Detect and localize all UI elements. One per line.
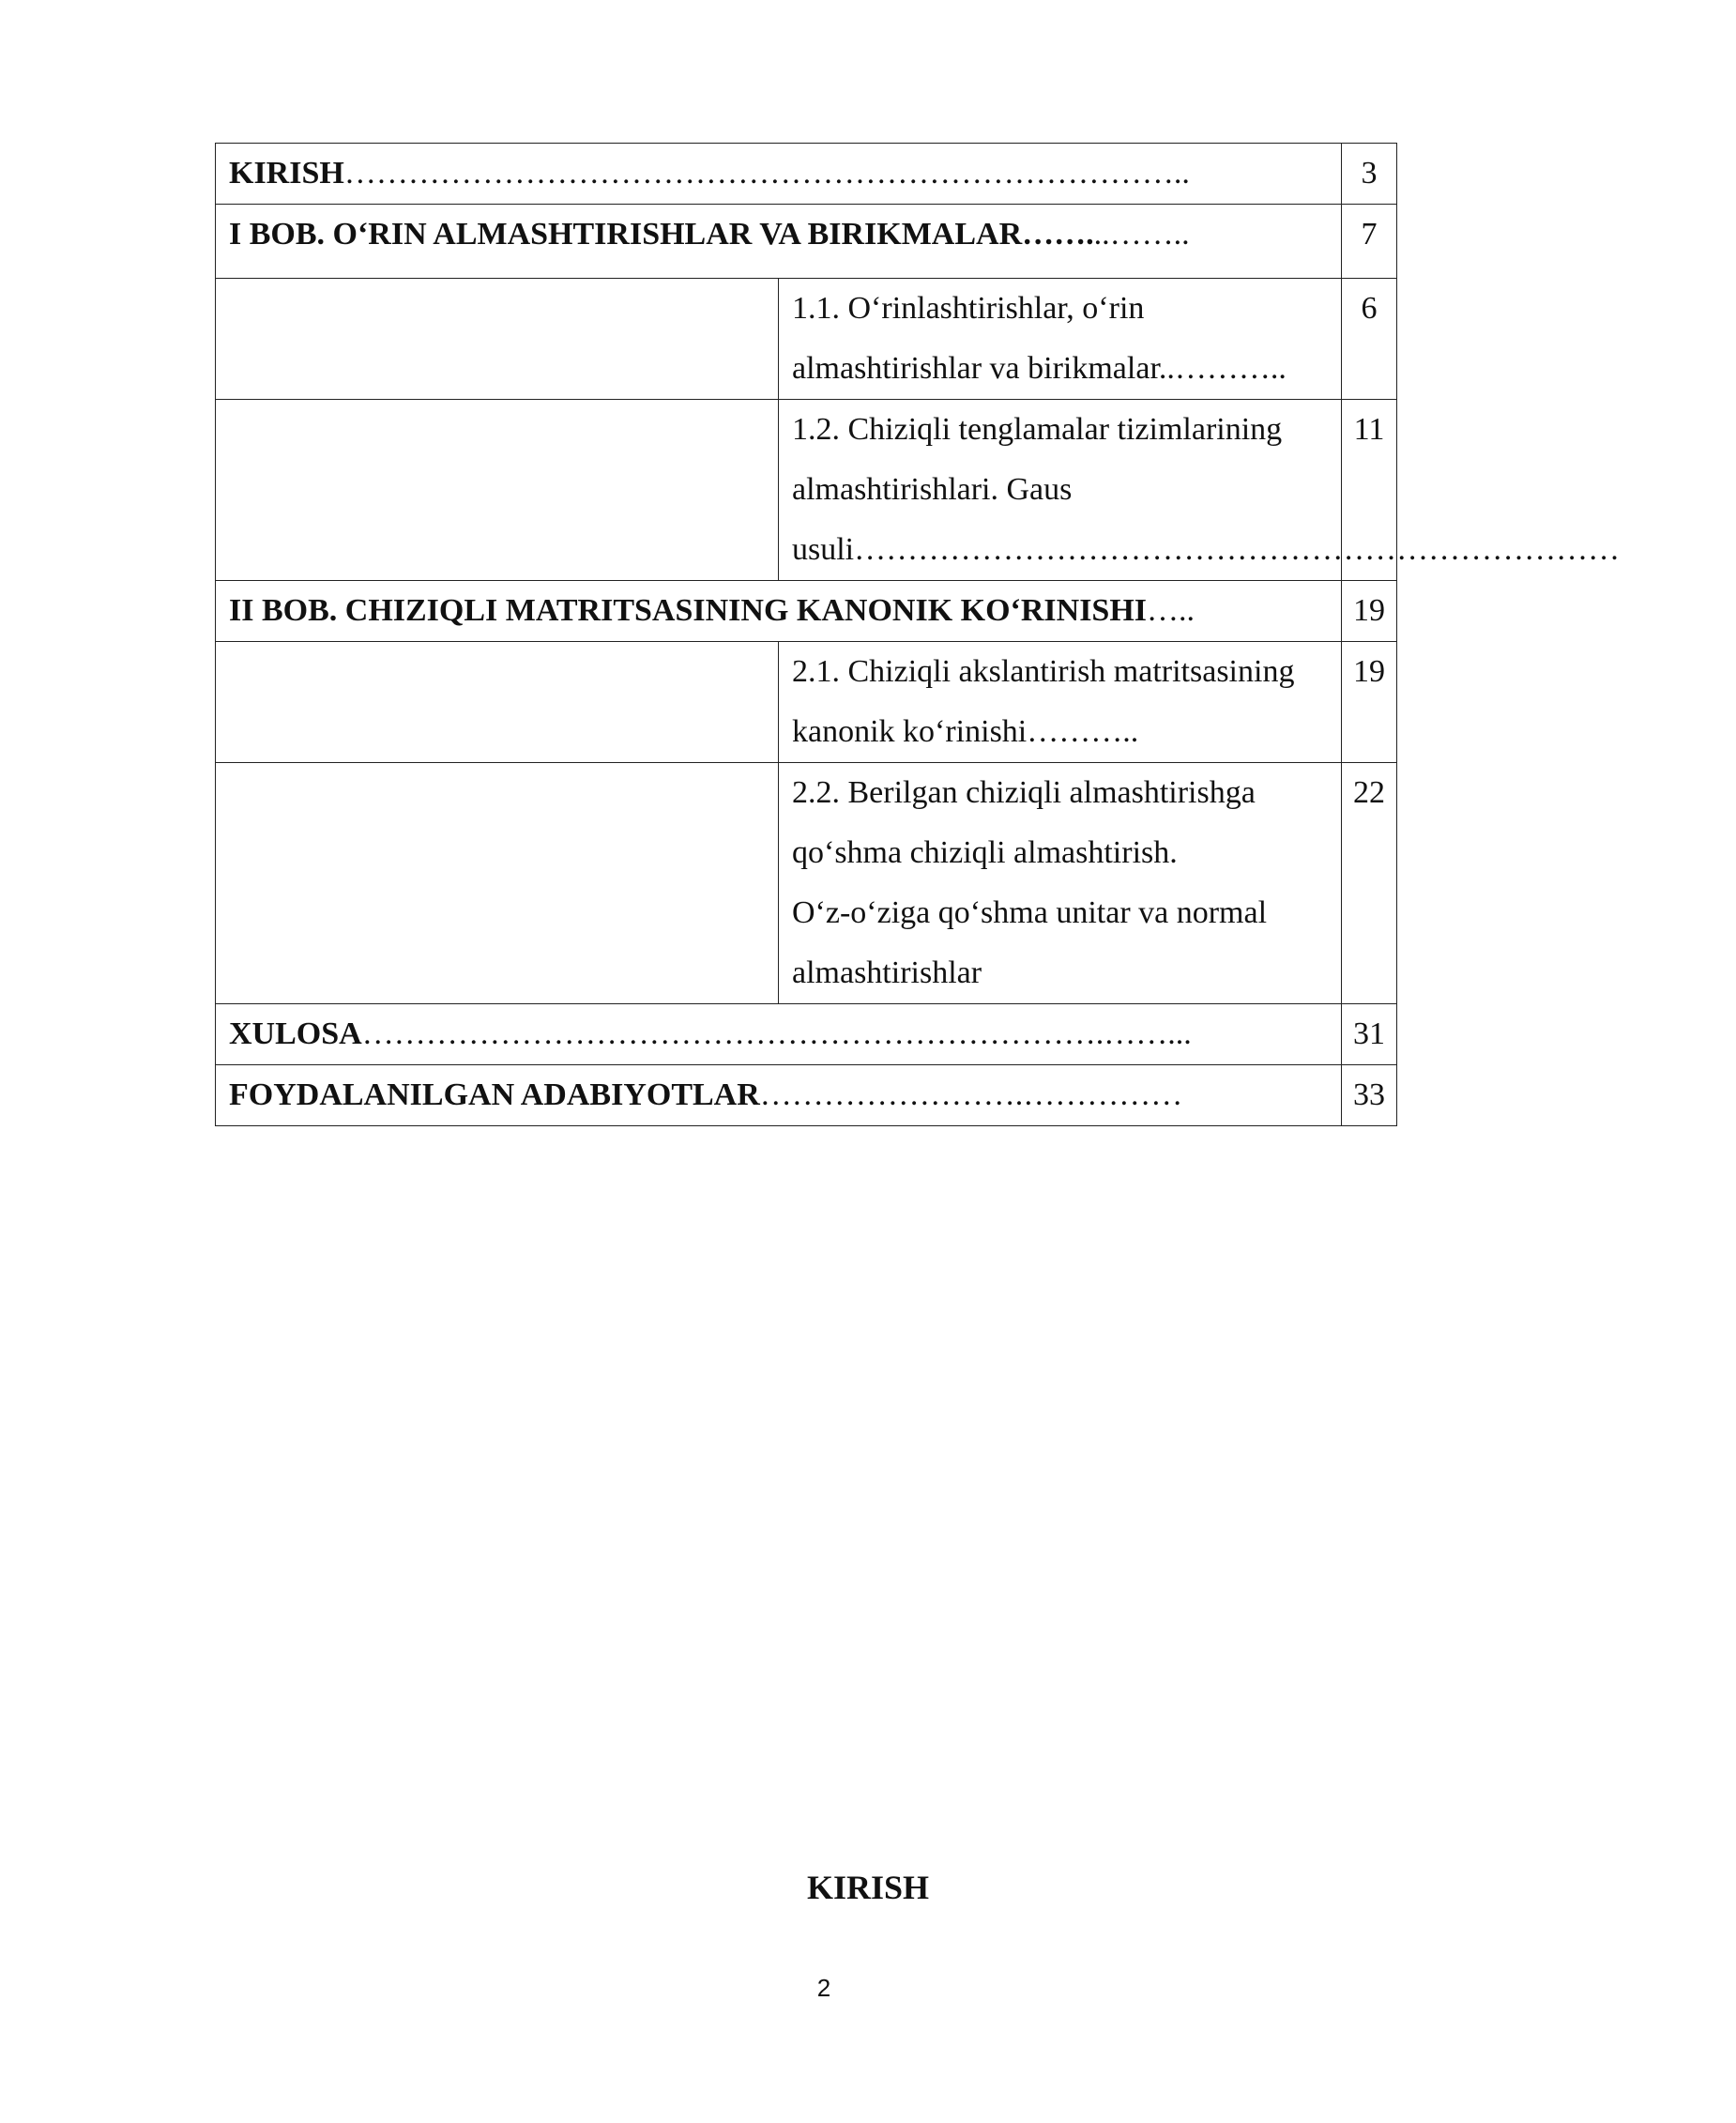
toc-row-section-2-1 bbox=[216, 642, 1397, 763]
toc-indent-cell bbox=[216, 279, 779, 400]
toc-chapter-title: II BOB. CHIZIQLI MATRITSASINING KANONIK KO‘RINISHI bbox=[229, 593, 1148, 628]
toc-section-title: 1.1. O‘rinlashtirishlar, o‘rin almashtirishlar va birikmalar..……….. bbox=[779, 279, 1342, 400]
toc-row-section-1-2 bbox=[216, 400, 1397, 581]
toc-section-title bbox=[779, 763, 1342, 1004]
toc-leader-dots: …………………………………………………………….……... bbox=[361, 1016, 1192, 1051]
toc-section-line: 1.2. Chiziqli tenglamalar tizimlarining almashtirishlari. Gaus bbox=[792, 412, 1283, 507]
toc-row-chapter-2 bbox=[216, 581, 1397, 642]
section-heading: KIRISH bbox=[806, 1869, 930, 1906]
toc-page-number: 31 bbox=[1342, 1004, 1397, 1065]
toc-leader-dots: …………………………………………………………………….. bbox=[343, 156, 1190, 191]
toc-row-section-1-1 bbox=[216, 279, 1397, 400]
toc-entry-title bbox=[216, 144, 1342, 205]
toc-row-section-2-2 bbox=[216, 763, 1397, 1004]
toc-leader-dots: ..…….. bbox=[1093, 217, 1190, 252]
toc-page-number: 6 bbox=[1342, 279, 1397, 400]
toc-page-number: 11 bbox=[1342, 400, 1397, 581]
toc-section-line: usuli……………………………………………………………… bbox=[792, 532, 1621, 567]
toc-chapter-title: I BOB. O‘RIN ALMASHTIRISHLAR VA BIRIKMALAR……. bbox=[229, 217, 1094, 252]
toc-row-chapter-1 bbox=[216, 205, 1397, 279]
toc-entry-title bbox=[216, 205, 1342, 279]
page-number: 2 bbox=[816, 1974, 831, 2002]
toc-chapter-title: FOYDALANILGAN ADABIYOTLAR bbox=[229, 1077, 760, 1112]
toc-entry-title bbox=[216, 581, 1342, 642]
toc-row-kirish bbox=[216, 144, 1397, 205]
toc-leader-dots: ….. bbox=[1147, 593, 1195, 628]
toc-indent-cell bbox=[216, 400, 779, 581]
toc-page-number: 7 bbox=[1342, 205, 1397, 279]
toc-entry-title bbox=[216, 1004, 1342, 1065]
toc-page-number: 22 bbox=[1342, 763, 1397, 1004]
toc-chapter-title: XULOSA bbox=[229, 1016, 362, 1051]
toc-chapter-title: KIRISH bbox=[229, 156, 344, 191]
toc-section-title: 2.1. Chiziqli akslantirish matritsasining kanonik ko‘rinishi……….. bbox=[779, 642, 1342, 763]
toc-leader-dots: …………………….…………… bbox=[759, 1077, 1183, 1112]
toc-page-number: 3 bbox=[1342, 144, 1397, 205]
toc-page-number: 33 bbox=[1342, 1065, 1397, 1126]
toc-indent-cell bbox=[216, 763, 779, 1004]
toc-page-number: 19 bbox=[1342, 642, 1397, 763]
table-of-contents bbox=[215, 143, 1621, 1126]
toc-page-number: 19 bbox=[1342, 581, 1397, 642]
toc-entry-title bbox=[216, 1065, 1342, 1126]
toc-row-adabiyotlar bbox=[216, 1065, 1397, 1126]
toc-section-line: O‘z-o‘ziga qo‘shma unitar va normal almashtirishlar bbox=[792, 895, 1268, 990]
toc-indent-cell bbox=[216, 642, 779, 763]
toc-row-xulosa bbox=[216, 1004, 1397, 1065]
toc-section-line: 2.2. Berilgan chiziqli almashtirishga qo‘shma chiziqli almashtirish. bbox=[792, 775, 1256, 870]
